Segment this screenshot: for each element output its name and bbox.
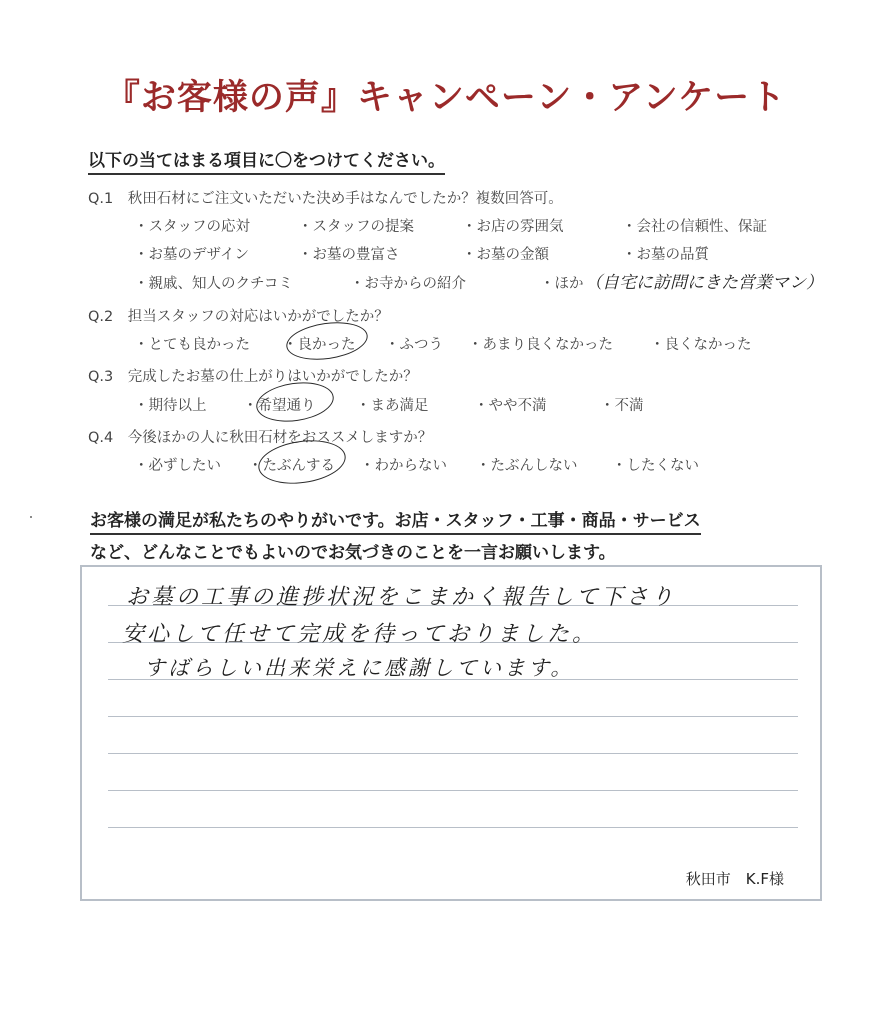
q1-option[interactable]: ・お寺からの紹介: [350, 276, 466, 292]
comment-line-3: すばらしい出来栄えに感謝しています。: [144, 656, 575, 680]
q3-option[interactable]: ・不満: [600, 398, 644, 414]
q2-text: 担当スタッフの対応はいかがでしたか？: [127, 309, 389, 325]
q4-question: [88, 426, 432, 447]
q1-option[interactable]: ・お墓の豊富さ: [298, 247, 400, 263]
comment-box[interactable]: [80, 565, 822, 901]
comment-line-1: お墓の工事の進捗状況をこまかく報告して下さり: [126, 585, 677, 610]
q1-option[interactable]: ・親戚、知人のクチコミ: [134, 276, 293, 292]
q4-option[interactable]: ・したくない: [612, 458, 699, 474]
q3-option[interactable]: ・期待以上: [134, 398, 207, 414]
closing-line-1: お客様の満足が私たちのやりがいです。お店・スタッフ・工事・商品・サービス: [90, 506, 701, 535]
scan-speck: [30, 516, 32, 518]
q4-option[interactable]: ・必ずしたい: [134, 458, 221, 474]
q2-option[interactable]: ・とても良かった: [134, 337, 250, 353]
q3-option[interactable]: ・まあ満足: [356, 398, 429, 414]
q4-option[interactable]: ・わからない: [360, 458, 447, 474]
q4-label: Q.4: [88, 430, 114, 446]
q1-handwritten-other: （自宅に訪問にきた営業マン）: [585, 273, 823, 293]
q2-label: Q.2: [88, 309, 114, 325]
q2-option[interactable]: ・あまり良くなかった: [468, 337, 613, 353]
q1-option[interactable]: ・スタッフの提案: [298, 219, 414, 235]
q3-question: [88, 365, 418, 386]
q2-option-selected[interactable]: ・良かった: [283, 337, 356, 353]
q1-option[interactable]: ・お店の雰囲気: [462, 219, 564, 235]
ruled-line: [108, 827, 798, 828]
q4-text: 今後ほかの人に秋田石材をおススメしますか？: [127, 430, 433, 446]
q1-option[interactable]: ・スタッフの応対: [134, 219, 250, 235]
q3-label: Q.3: [88, 369, 114, 385]
q1-option-other[interactable]: ・ほか: [540, 276, 584, 292]
q2-option[interactable]: ・ふつう: [385, 337, 443, 353]
ruled-line: [108, 790, 798, 791]
signature: 秋田市 K.F様: [685, 870, 784, 888]
closing-line-2: など、どんなことでもよいのでお気づきのことを一言お願いします。: [90, 538, 616, 567]
comment-line-2: 安心して任せて完成を待っておりました。: [122, 622, 598, 647]
q2-option[interactable]: ・良くなかった: [650, 337, 752, 353]
q1-text: 秋田石材にご注文いただいた決め手はなんでしたか？複数回答可。: [127, 191, 563, 207]
q1-option[interactable]: ・お墓の品質: [622, 247, 709, 263]
instruction-text: 以下の当てはまる項目に〇をつけてください。: [88, 146, 445, 175]
q1-label: Q.1: [88, 191, 114, 207]
q1-question: [88, 187, 563, 208]
q3-option[interactable]: ・やや不満: [474, 398, 547, 414]
q4-option-selected[interactable]: ・たぶんする: [248, 458, 335, 474]
q1-option[interactable]: ・お墓の金額: [462, 247, 549, 263]
survey-title: 『お客様の声』キャンペーン・アンケート: [104, 78, 787, 118]
q4-option[interactable]: ・たぶんしない: [476, 458, 578, 474]
q1-option[interactable]: ・会社の信頼性、保証: [622, 219, 767, 235]
q3-option-selected[interactable]: ・希望通り: [243, 398, 316, 414]
ruled-line: [108, 753, 798, 754]
q1-option[interactable]: ・お墓のデザイン: [134, 247, 249, 263]
ruled-line: [108, 716, 798, 717]
q3-text: 完成したお墓の仕上がりはいかがでしたか？: [127, 369, 418, 385]
